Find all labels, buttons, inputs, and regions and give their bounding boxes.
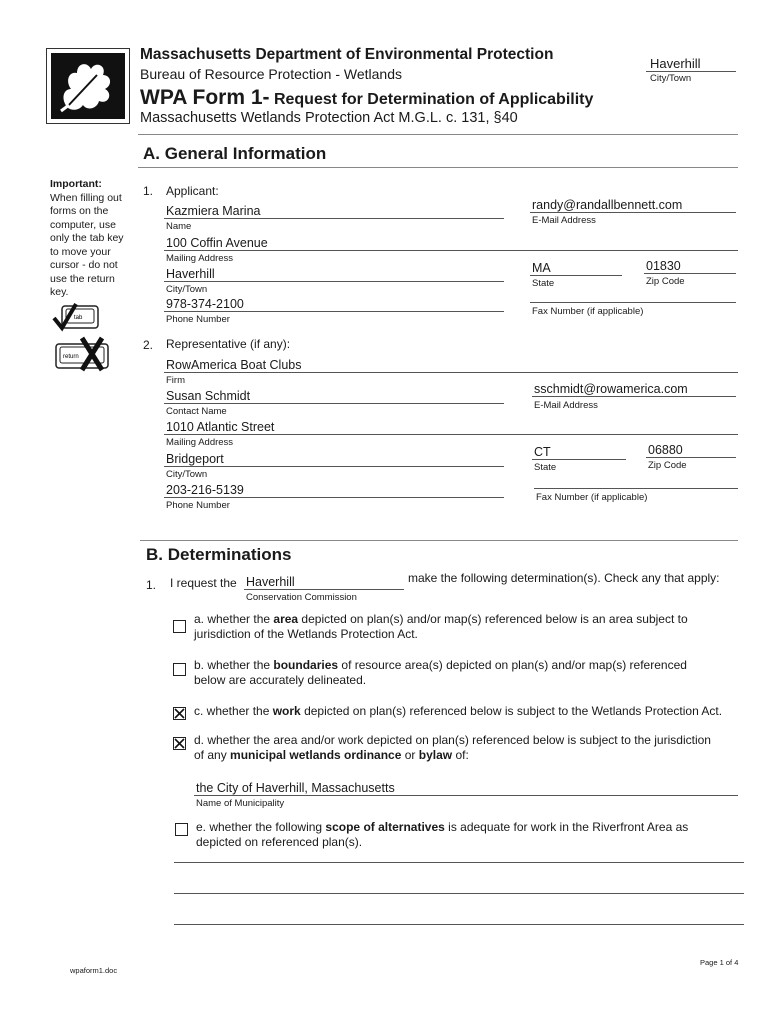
checkmark-x-icon [174, 708, 185, 719]
sidebar-note [50, 178, 138, 300]
commission-value[interactable]: Haverhill [246, 575, 295, 589]
option-d [194, 733, 754, 763]
rep-fax-label: Fax Number (if applicable) [536, 492, 648, 503]
checkbox-e[interactable] [175, 823, 188, 836]
option-d-line1: d. whether the area and/or work depicted on plan(s) referenced below is subject to the jurisdiction [194, 733, 711, 747]
form-number: WPA Form 1- [140, 86, 270, 109]
option-d-text: or [401, 748, 419, 762]
applicant-email[interactable]: randy@randallbennett.com [532, 198, 683, 212]
act-reference: Massachusetts Wetlands Protection Act M.G.L. c. 131, §40 [140, 110, 518, 126]
form-title [140, 86, 593, 110]
sidebar-line: When filling out [50, 191, 122, 204]
option-d-bold: municipal wetlands ordinance [230, 748, 402, 762]
applicant-zip[interactable]: 01830 [646, 259, 681, 273]
option-a-text: a. whether the [194, 612, 274, 626]
b-number: 1. [146, 578, 157, 592]
footer-filename: wpaform1.doc [70, 966, 118, 975]
rep-address-label: Mailing Address [166, 437, 234, 448]
dep-logo [46, 48, 130, 124]
checkbox-d[interactable] [173, 737, 186, 750]
rep-number: 2. [143, 338, 154, 352]
applicant-heading: Applicant: [166, 184, 219, 198]
request-suffix: make the following determination(s). Check any that apply: [408, 571, 720, 585]
return-key-text: return [63, 354, 79, 360]
sidebar-line: cursor - do not [50, 259, 118, 271]
option-c-text: depicted on plan(s) referenced below is subject to the Wetlands Protection Act. [300, 704, 723, 718]
option-d-text: of any [194, 748, 231, 762]
option-a-line2: jurisdiction of the Wetlands Protection Act. [194, 627, 418, 641]
important-label: Important: [50, 178, 102, 190]
option-e [196, 820, 736, 850]
section-a-title: A. General Information [143, 144, 327, 163]
rep-heading: Representative (if any): [166, 337, 291, 351]
zip-label: Zip Code [646, 276, 685, 287]
city-label: City/Town [166, 284, 208, 295]
applicant-state[interactable]: MA [532, 261, 551, 275]
applicant-number: 1. [143, 184, 154, 198]
contact-label: Contact Name [166, 406, 227, 417]
rep-contact[interactable]: Susan Schmidt [166, 389, 251, 403]
rep-state-label: State [534, 462, 557, 473]
section-b-title: B. Determinations [146, 545, 292, 564]
rep-email[interactable]: sschmidt@rowamerica.com [534, 382, 688, 396]
name-label: Name [166, 221, 192, 232]
sidebar-line: use the return [50, 272, 115, 285]
option-b-text: b. whether the [194, 658, 274, 672]
option-b-bold: boundaries [273, 658, 339, 672]
option-e-text: is adequate for work in the Riverfront Area as [444, 820, 689, 834]
rep-zip-label: Zip Code [648, 460, 687, 471]
return-key-icon [52, 336, 112, 372]
option-c-text: c. whether the [194, 704, 273, 718]
address-label: Mailing Address [166, 253, 234, 264]
rep-phone[interactable]: 203-216-5139 [166, 483, 244, 497]
municipality-value[interactable]: the City of Haverhill, Massachusetts [196, 781, 395, 795]
plan-reference-line[interactable] [174, 893, 744, 894]
option-a-bold: area [273, 612, 299, 626]
option-d-bold2: bylaw [418, 748, 453, 762]
bureau-name: Bureau of Resource Protection - Wetlands [140, 66, 402, 82]
applicant-city[interactable]: Haverhill [166, 267, 215, 281]
checkmark-x-icon [174, 738, 185, 749]
sidebar-line: only the tab key [50, 232, 124, 244]
checkbox-b[interactable] [173, 663, 186, 676]
rep-email-label: E-Mail Address [534, 400, 598, 411]
footer-page: Page 1 of 4 [700, 958, 739, 967]
header-city-value[interactable]: Haverhill [650, 56, 701, 71]
option-e-line2: depicted on referenced plan(s). [196, 835, 363, 849]
state-label: State [532, 278, 555, 289]
option-b-line2: below are accurately delineated. [194, 673, 367, 687]
rep-phone-label: Phone Number [166, 500, 230, 511]
checkbox-a[interactable] [173, 620, 186, 633]
sidebar-line: to move your [50, 245, 111, 258]
request-prefix: I request the [170, 576, 237, 590]
rep-address[interactable]: 1010 Atlantic Street [166, 420, 275, 434]
option-c [194, 704, 754, 719]
option-b [194, 658, 734, 688]
sidebar-line: key. [50, 286, 69, 298]
sidebar-line: computer, use [50, 218, 116, 231]
phone-label: Phone Number [166, 314, 230, 325]
commission-label: Conservation Commission [246, 592, 357, 603]
tab-key-icon [52, 302, 98, 328]
plan-reference-line[interactable] [174, 862, 744, 863]
option-e-text: e. whether the following [196, 820, 326, 834]
fax-label: Fax Number (if applicable) [532, 306, 644, 317]
option-e-bold: scope of alternatives [325, 820, 445, 834]
email-label: E-Mail Address [532, 215, 596, 226]
rep-firm[interactable]: RowAmerica Boat Clubs [166, 358, 302, 372]
oak-leaf-icon [47, 49, 129, 123]
rep-zip[interactable]: 06880 [648, 443, 683, 457]
header-city-label: City/Town [650, 73, 692, 84]
option-c-bold: work [272, 704, 301, 718]
applicant-phone[interactable]: 978-374-2100 [166, 297, 244, 311]
applicant-name[interactable]: Kazmiera Marina [166, 204, 261, 218]
checkbox-c[interactable] [173, 707, 186, 720]
plan-reference-line[interactable] [174, 924, 744, 925]
option-a [194, 612, 734, 642]
rep-state[interactable]: CT [534, 445, 551, 459]
rep-city[interactable]: Bridgeport [166, 452, 224, 466]
firm-label: Firm [166, 375, 185, 386]
dept-name: Massachusetts Department of Environmental Protection [140, 46, 554, 63]
option-d-text: of: [452, 748, 469, 762]
form-subtitle: Request for Determination of Applicability [273, 91, 594, 108]
tab-key-text: tab [74, 315, 83, 321]
option-b-text: of resource area(s) depicted on plan(s) and/or map(s) referenced [338, 658, 687, 672]
sidebar-line: forms on the [50, 205, 109, 217]
option-a-text: depicted on plan(s) and/or map(s) referenced below is an area subject to [298, 612, 688, 626]
rep-city-label: City/Town [166, 469, 208, 480]
applicant-address[interactable]: 100 Coffin Avenue [166, 236, 268, 250]
municipality-label: Name of Municipality [196, 798, 285, 809]
